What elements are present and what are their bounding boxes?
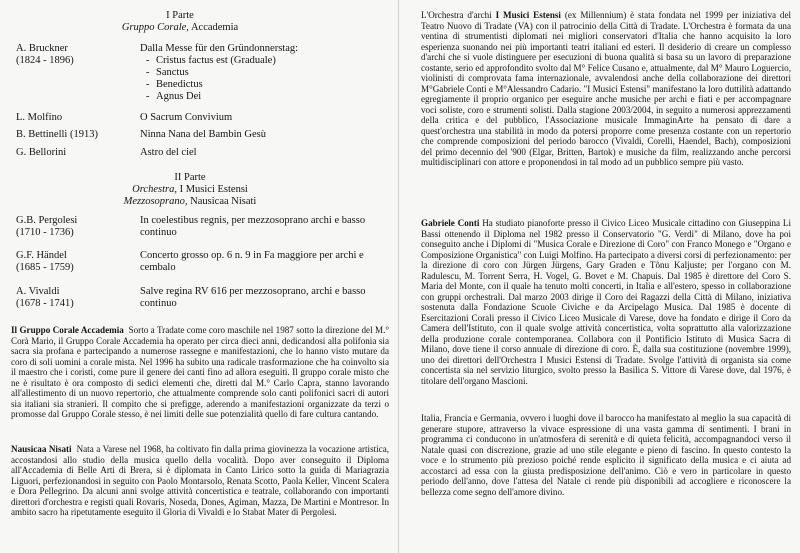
composer-vivaldi: A. Vivaldi (1678 - 1741) <box>16 286 74 309</box>
movement-item: - Benedictus <box>156 79 380 91</box>
bio-orchestra-text: (ex Millennium) è stata fondata nel 1999 per iniziativa del Teatro Nuovo di Tradate (VA) con il patrocinio della Città di Tradate. L'Orchestra è formata da una ventina di strumentisti diplomati nei migliori conservatori d'Italia che hanno acquisito la loro esperienza suonando nei più importanti teatri italiani ed esteri. Il desiderio di creare un complesso d'archi che si vuole distinguere per esecuzioni di buona qualità si basa su un lavoro di preparazione costante, serio ed approfondito svolto dal M° Felice Cusano e, attualmente, dal M° Mauro Loguercio, violinisti di comprovata fama internazionale, avvalendosi anche della collaborazione dei direttori M°Gabriele Conti e M°Alessandro Cadario. "I Musici Estensi" manifestano la loro duttilità adattando egregiamente il proprio organico per eseguire anche musiche per archi e fiati e per accompagnare voci soliste, coro e strumenti solisti. Dalla stagione 2003/2004, in seguito a numerosi apprezzamenti della critica e del pubblico, l'Associazione musicale ImmaginArte ha pensato di dare a quest'orchestra una stabilità in modo da potersi proporre come presenza costante con un repertorio che comprende composizioni del periodo barocco (Vivaldi, Corelli, Haendel, Bach), composizioni del primo decennio del '900 (Elgar, Britten, Bartok) e musiche da film, realizzando anche percorsi multidisciplinari con attore e proponendosi in tal modo ad un pubblico sempre più vasto. <box>421 10 792 167</box>
composer-pergolesi: G.B. Pergolesi (1710 - 1736) <box>16 215 78 238</box>
movement-item: - Sanctus <box>156 67 380 79</box>
part2-title: II Parte <box>174 172 206 183</box>
page-fold <box>398 0 399 553</box>
composer-bettinelli: B. Bettinelli (1913) <box>16 129 98 140</box>
bio-gruppo-corale-text: Sorto a Tradate come coro maschile nel 1987 sotto la direzione del M.° Corà Mario, il Gruppo Corale Accademia ha operato per circa dieci anni, dedicandosi alla polifonia sia sacra sia profana e partecipando a numerose rassegne e manifestazioni, che lo hanno visto mutare da coro di soli uomini a corale mista. Nel 1996 ha subito una radicale trasformazione che ha coinvolto sia il maestro che i coristi, come pure il genere dei canti fino ad allora eseguiti. Il gruppo corale misto che ne è risultato è ora composto di sedici elementi che, diretti dal M.° Carlo Capra, stanno lavorando all'allestimento di un nuovo repertorio, che attualmente comprende solo canti polifonici sacri di autori sia italiani sia stranieri. Il compito che si prefigge, aderendo a manifestazioni organizzate da terzi o promosse dal Gruppo Corale stesso, è nei limiti delle sue potenzialità quello di fare cultura cantando. <box>11 325 390 419</box>
bio-orchestra <box>421 10 791 168</box>
part2-heading <box>100 172 280 208</box>
part1-heading <box>100 10 260 34</box>
composer-molfino: L. Molfino <box>16 112 63 123</box>
part1-performer: Gruppo Corale, Accademia <box>121 22 239 33</box>
movement-item: - Cristus factus est (Graduale) <box>156 55 380 67</box>
bio-orchestra-prefix: L'Orchestra d'archi <box>421 10 492 20</box>
bruckner-movements <box>140 55 380 103</box>
movement-item: - Agnus Dei <box>156 91 380 103</box>
bio-gruppo-corale <box>11 325 389 420</box>
work-pergolesi: In coelestibus regnis, per mezzosoprano archi e basso continuo <box>140 215 366 238</box>
part2-soloist: Mezzosoprano, Nausicaa Nisati <box>123 196 257 207</box>
bio-gabriele-conti <box>421 218 791 386</box>
work-bellorini: Astro del ciel <box>140 147 197 158</box>
bio-conti-text: Ha studiato pianoforte presso il Civico Liceo Musicale cittadino con Giuseppina Li Bassi ottenendo il Diploma nel 1982 presso il Conservatorio "G. Verdi" di Milano, dove ha poi conseguito anche i Diplomi di "Musica Corale e Direzione di Coro" con Franco Monego e "Organo e Composizione Organistica" con Luigi Molfino. Ha partecipato a diversi corsi di perfezionamento: per la direzione di coro con Jürgen Jürgens, Gary Graden e Tõnu Kaljuste; per l'organo con M. Radulescu, M. Torrent Serra, H. Vogel, G. Bovet e M. Chapuis. Dal 1985 è direttore del Coro S. Maria del Monte, con il quale ha tenuto molti concerti, in Italia e all'estero, spesso in collaborazione con gruppi orchestrali. Dal marzo 2003 dirige il Coro dei Ragazzi della Città di Milano, iniziativa sostenuta dalla Fondazione Scuole Civiche e da Arcipelago Musica. Dal 1985 è docente di Esercitazioni Corali presso il Civico Liceo Musicale di Varese, dove ha fondato e dirige il Coro da Camera dell'Istituto, con il quale svolge attività concertistica, volta soprattutto alla valorizzazione della produzione corale contemporanea. Collabora con il Pontificio Istituto di Musica Sacra di Milano, dove tiene il corso annuale di direzione di coro. È, dalla sua costituzione (novembre 1999), uno dei direttori dell'Orchestra I Musici Estensi di Tradate. Svolge l'attività di organista sia come concertista sia nel servizio liturgico, svolto presso la Basilica S. Vittore di Varese dove, dal 1976, è titolare dell'organo Mascioni. <box>421 218 791 386</box>
program-notes: Italia, Francia e Germania, ovvero i luoghi dove il barocco ha manifestato al meglio la sua capacità di generare stupore, attraverso la vivace espressione di una vasta gamma di sentimenti. I brani in programma ci conducono in un'atmosfera di serenità e di quieta felicità, accompagnandoci verso il Natale quasi con discrezione, grazie ad uno stile elegante e pieno di fascino. In questo contesto la voce e lo strumento più prezioso poiché rende esplicito il significato della musica e ci aiuta ad accostarci ad essa con la giusta predisposizione dell'animo. Ciò e vero in particolare in questo periodo dell'anno, dove l'attesa del Natale ci rende più disponibili ad accogliere e riconoscere la bellezza come segno dell'amore divino. <box>421 413 791 497</box>
bio-orchestra-name: I Musici Estensi <box>495 10 561 20</box>
part2-orchestra: Orchestra, I Musici Estensi <box>132 184 248 195</box>
right-page <box>402 0 800 553</box>
bio-gruppo-corale-name: Il Gruppo Corale Accademia <box>11 325 124 335</box>
composer-handel: G.F. Händel (1685 - 1759) <box>16 250 74 273</box>
bio-conti-name: Gabriele Conti <box>421 218 480 228</box>
left-page <box>0 0 395 553</box>
work-vivaldi: Salve regina RV 616 per mezzosoprano, archi e basso continuo <box>140 286 366 309</box>
work-bettinelli: Ninna Nana del Bambin Gesù <box>140 129 266 140</box>
work-molfino: O Sacrum Convivium <box>140 112 233 123</box>
work-bruckner: Dalla Messe für den Gründonnerstag: - Cristus factus est (Graduale) - Sanctus - Benedictus - Agnus Dei <box>140 43 380 103</box>
bio-nausicaa-text: Nata a Varese nel 1968, ha coltivato fin dalla prima giovinezza la vocazione artistica, accostandosi allo studio della musica quello della vocalità. Dopo aver conseguito il Diploma all'Accademia di Belle Arti di Brera, si è diplomata in Canto Lirico sotto la guida di Mariagrazia Liguori, perfezionandosi in seguito con Paolo Montarsolo, Renata Scotto, Paola Keller, Vincent Scalera e Dora Pellegrino. Da alcuni anni svolge attività concertistica e teatrale, collaborando con importanti direttori d'orchestra e registi quali Rovaris, Noseda, Dones, Agiman, Mazza, De Martini e Montresor. In ambito sacro ha ripetutamente eseguito il Gloria di Vivaldi e lo Stabat Mater di Pergolesi. <box>11 444 390 517</box>
work-handel: Concerto grosso op. 6 n. 9 in Fa maggiore per archi e cembalo <box>140 250 364 273</box>
part1-title: I Parte <box>166 10 194 21</box>
composer-bellorini: G. Bellorini <box>16 147 67 158</box>
bio-nausicaa-nisati <box>11 444 389 518</box>
bio-nausicaa-name: Nausicaa Nisati <box>11 444 72 454</box>
composer-bruckner: A. Bruckner (1824 - 1896) <box>16 43 74 66</box>
